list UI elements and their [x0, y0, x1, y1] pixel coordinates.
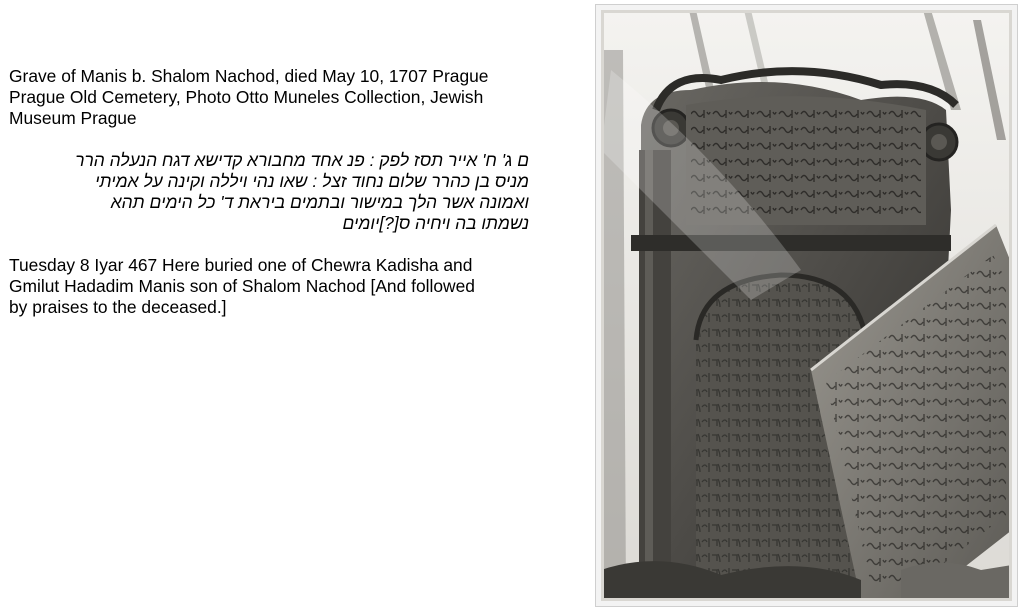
translation — [9, 255, 569, 318]
caption-line: Museum Prague — [9, 108, 137, 128]
translation-line: Gmilut Hadadim Manis son of Shalom Nachod [And followed — [9, 276, 475, 296]
hebrew-line: נשמתו בה ויחיה ס[?]יומים — [342, 213, 529, 233]
caption-line: Grave of Manis b. Shalom Nachod, died May 10, 1707 Prague — [9, 66, 489, 86]
caption — [9, 66, 569, 129]
text-column — [9, 66, 569, 318]
hebrew-line: ואמונה אשר הלך במישור ובתמים ביראת ד' כל הימים תהא — [110, 192, 529, 212]
translation-line: by praises to the deceased.] — [9, 297, 227, 317]
hebrew-line: ם ג' ח' אייר תסז לפק : פנ אחד מחבורא קדישא דגח הנעלה הרר — [75, 150, 529, 170]
hebrew-line: מניס בן כהרר שלום נחוד זצל : שאו נהי ויללה וקינה על אמיתי — [94, 171, 529, 191]
caption-line: Prague Old Cemetery, Photo Otto Muneles Collection, Jewish — [9, 87, 484, 107]
tombstone-photo — [595, 4, 1018, 607]
translation-line: Tuesday 8 Iyar 467 Here buried one of Chewra Kadisha and — [9, 255, 473, 275]
hebrew-inscription — [9, 150, 529, 234]
tombstone-photo-image — [601, 10, 1012, 601]
